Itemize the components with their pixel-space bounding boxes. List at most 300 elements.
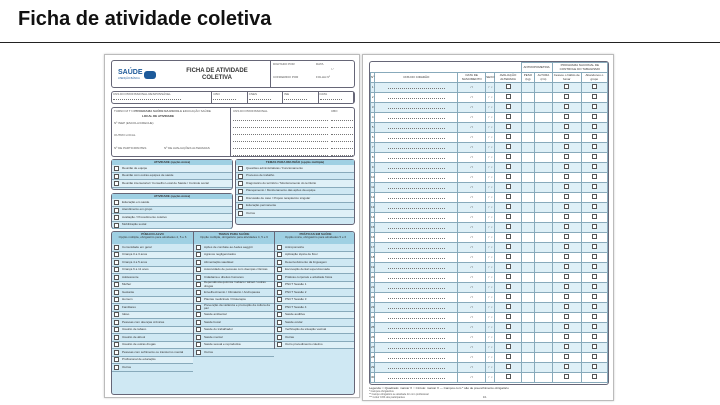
cessou-cell[interactable] bbox=[552, 273, 581, 283]
checkbox-icon[interactable] bbox=[592, 174, 597, 179]
option-row[interactable] bbox=[236, 210, 354, 218]
cns-input[interactable] bbox=[375, 133, 458, 143]
option-row[interactable] bbox=[236, 165, 354, 173]
checkbox-icon[interactable] bbox=[114, 267, 119, 272]
altura-input[interactable] bbox=[535, 143, 552, 153]
checkbox-icon[interactable] bbox=[564, 194, 569, 199]
checkbox-icon[interactable] bbox=[592, 124, 597, 129]
sex-radio[interactable]: ♂ ♀ bbox=[486, 363, 495, 373]
cns-prof-input[interactable] bbox=[233, 123, 328, 128]
prof-field[interactable] bbox=[283, 92, 318, 103]
abandonou-cell[interactable] bbox=[581, 143, 607, 153]
cessou-cell[interactable] bbox=[552, 83, 581, 93]
abandonou-cell[interactable] bbox=[581, 183, 607, 193]
altura-input[interactable] bbox=[535, 373, 552, 383]
sex-radio[interactable]: ♂ ♀ bbox=[486, 273, 495, 283]
checkbox-icon[interactable] bbox=[114, 181, 119, 186]
option-row[interactable] bbox=[194, 252, 274, 260]
checkbox-icon[interactable] bbox=[564, 254, 569, 259]
cns-input[interactable] bbox=[375, 263, 458, 273]
cns-prof-input[interactable] bbox=[233, 137, 328, 142]
cessou-cell[interactable] bbox=[552, 363, 581, 373]
checkbox-icon[interactable] bbox=[564, 304, 569, 309]
cns-input[interactable] bbox=[375, 213, 458, 223]
altura-input[interactable] bbox=[535, 343, 552, 353]
sex-radio[interactable]: ♂ ♀ bbox=[486, 373, 495, 383]
birthdate-input[interactable]: / / bbox=[458, 123, 486, 133]
birthdate-input[interactable]: / / bbox=[458, 83, 486, 93]
option-row[interactable] bbox=[275, 304, 355, 312]
altura-input[interactable] bbox=[535, 253, 552, 263]
checkbox-icon[interactable] bbox=[564, 114, 569, 119]
checkbox-icon[interactable] bbox=[506, 274, 511, 279]
birthdate-input[interactable]: / / bbox=[458, 263, 486, 273]
avaliacao-cell[interactable] bbox=[495, 123, 521, 133]
altura-input[interactable] bbox=[535, 113, 552, 123]
option-row[interactable] bbox=[112, 259, 193, 267]
birthdate-input[interactable]: / / bbox=[458, 203, 486, 213]
option-row[interactable] bbox=[236, 173, 354, 181]
abandonou-cell[interactable] bbox=[581, 333, 607, 343]
birthdate-input[interactable]: / / bbox=[458, 313, 486, 323]
sex-radio[interactable]: ♂ ♀ bbox=[486, 153, 495, 163]
checkbox-icon[interactable] bbox=[277, 327, 282, 332]
input-line[interactable] bbox=[388, 375, 445, 379]
peso-input[interactable] bbox=[521, 163, 535, 173]
checkbox-icon[interactable] bbox=[114, 335, 119, 340]
peso-input[interactable] bbox=[521, 253, 535, 263]
checkbox-icon[interactable] bbox=[196, 290, 201, 295]
sex-radio[interactable]: ♂ ♀ bbox=[486, 193, 495, 203]
avaliacao-cell[interactable] bbox=[495, 273, 521, 283]
avaliacao-cell[interactable] bbox=[495, 153, 521, 163]
abandonou-cell[interactable] bbox=[581, 103, 607, 113]
peso-input[interactable] bbox=[521, 203, 535, 213]
cns-input[interactable] bbox=[375, 363, 458, 373]
option-row[interactable] bbox=[112, 334, 193, 342]
input-line[interactable] bbox=[388, 315, 445, 319]
sex-radio[interactable]: ♂ ♀ bbox=[486, 133, 495, 143]
input-line[interactable] bbox=[388, 345, 445, 349]
cns-input[interactable] bbox=[375, 283, 458, 293]
cns-input[interactable] bbox=[375, 183, 458, 193]
option-row[interactable] bbox=[236, 188, 354, 196]
birthdate-input[interactable]: / / bbox=[458, 293, 486, 303]
option-row[interactable] bbox=[112, 349, 193, 357]
sex-radio[interactable]: ♂ ♀ bbox=[486, 143, 495, 153]
checkbox-icon[interactable] bbox=[592, 214, 597, 219]
checkbox-icon[interactable] bbox=[592, 144, 597, 149]
cessou-cell[interactable] bbox=[552, 283, 581, 293]
birthdate-input[interactable]: / / bbox=[458, 223, 486, 233]
sex-radio[interactable]: ♂ ♀ bbox=[486, 183, 495, 193]
abandonou-cell[interactable] bbox=[581, 323, 607, 333]
checkbox-icon[interactable] bbox=[277, 305, 282, 310]
checkbox-icon[interactable] bbox=[114, 260, 119, 265]
checkbox-icon[interactable] bbox=[114, 208, 119, 213]
peso-input[interactable] bbox=[521, 153, 535, 163]
altura-input[interactable] bbox=[535, 303, 552, 313]
checkbox-icon[interactable] bbox=[506, 264, 511, 269]
birthdate-input[interactable]: / / bbox=[458, 153, 486, 163]
avaliacao-cell[interactable] bbox=[495, 183, 521, 193]
birthdate-input[interactable]: / / bbox=[458, 243, 486, 253]
input-line[interactable] bbox=[388, 265, 445, 269]
checkbox-icon[interactable] bbox=[196, 297, 201, 302]
avaliacao-cell[interactable] bbox=[495, 363, 521, 373]
checkbox-icon[interactable] bbox=[277, 290, 282, 295]
birthdate-input[interactable]: / / bbox=[458, 143, 486, 153]
cbo-input[interactable] bbox=[331, 137, 353, 142]
peso-input[interactable] bbox=[521, 373, 535, 383]
cessou-cell[interactable] bbox=[552, 163, 581, 173]
option-row[interactable] bbox=[275, 342, 355, 350]
input-line[interactable] bbox=[388, 125, 445, 129]
abandonou-cell[interactable] bbox=[581, 233, 607, 243]
cessou-cell[interactable] bbox=[552, 183, 581, 193]
input-line[interactable] bbox=[388, 225, 445, 229]
option-row[interactable] bbox=[112, 357, 193, 365]
avaliacao-cell[interactable] bbox=[495, 203, 521, 213]
cessou-cell[interactable] bbox=[552, 133, 581, 143]
cbo-input[interactable] bbox=[331, 144, 353, 149]
sex-radio[interactable]: ♂ ♀ bbox=[486, 233, 495, 243]
peso-input[interactable] bbox=[521, 183, 535, 193]
checkbox-icon[interactable] bbox=[592, 224, 597, 229]
checkbox-icon[interactable] bbox=[592, 254, 597, 259]
checkbox-icon[interactable] bbox=[564, 164, 569, 169]
altura-input[interactable] bbox=[535, 273, 552, 283]
abandonou-cell[interactable] bbox=[581, 343, 607, 353]
option-row[interactable] bbox=[112, 222, 232, 230]
checkbox-icon[interactable] bbox=[506, 244, 511, 249]
input-line[interactable] bbox=[388, 175, 445, 179]
abandonou-cell[interactable] bbox=[581, 283, 607, 293]
cessou-cell[interactable] bbox=[552, 113, 581, 123]
checkbox-icon[interactable] bbox=[114, 223, 119, 228]
cessou-cell[interactable] bbox=[552, 193, 581, 203]
input-line[interactable] bbox=[388, 205, 445, 209]
checkbox-icon[interactable] bbox=[506, 234, 511, 239]
prof-field[interactable] bbox=[319, 92, 354, 103]
option-row[interactable] bbox=[275, 244, 355, 252]
avaliacao-cell[interactable] bbox=[495, 233, 521, 243]
checkbox-icon[interactable] bbox=[114, 282, 119, 287]
checkbox-icon[interactable] bbox=[506, 374, 511, 379]
checkbox-icon[interactable] bbox=[114, 166, 119, 171]
checkbox-icon[interactable] bbox=[564, 224, 569, 229]
checkbox-icon[interactable] bbox=[564, 154, 569, 159]
sex-radio[interactable]: ♂ ♀ bbox=[486, 213, 495, 223]
cns-input[interactable] bbox=[375, 303, 458, 313]
checkbox-icon[interactable] bbox=[506, 84, 511, 89]
altura-input[interactable] bbox=[535, 283, 552, 293]
checkbox-icon[interactable] bbox=[506, 124, 511, 129]
checkbox-icon[interactable] bbox=[506, 304, 511, 309]
altura-input[interactable] bbox=[535, 203, 552, 213]
altura-input[interactable] bbox=[535, 293, 552, 303]
cns-input[interactable] bbox=[375, 103, 458, 113]
input-line[interactable] bbox=[388, 155, 445, 159]
checkbox-icon[interactable] bbox=[564, 314, 569, 319]
option-row[interactable] bbox=[236, 180, 354, 188]
option-row[interactable] bbox=[112, 289, 193, 297]
avaliacao-cell[interactable] bbox=[495, 243, 521, 253]
input-line[interactable] bbox=[388, 295, 445, 299]
avaliacao-cell[interactable] bbox=[495, 323, 521, 333]
cns-input[interactable] bbox=[375, 313, 458, 323]
sex-radio[interactable]: ♂ ♀ bbox=[486, 303, 495, 313]
birthdate-input[interactable]: / / bbox=[458, 333, 486, 343]
cns-prof-input[interactable] bbox=[233, 130, 328, 135]
option-row[interactable] bbox=[112, 274, 193, 282]
abandonou-cell[interactable] bbox=[581, 223, 607, 233]
option-row[interactable] bbox=[112, 342, 193, 350]
abandonou-cell[interactable] bbox=[581, 293, 607, 303]
altura-input[interactable] bbox=[535, 213, 552, 223]
input-line[interactable] bbox=[388, 215, 445, 219]
checkbox-icon[interactable] bbox=[592, 364, 597, 369]
cns-input[interactable] bbox=[375, 83, 458, 93]
abandonou-cell[interactable] bbox=[581, 193, 607, 203]
cns-prof-input[interactable] bbox=[233, 144, 328, 149]
abandonou-cell[interactable] bbox=[581, 303, 607, 313]
checkbox-icon[interactable] bbox=[564, 234, 569, 239]
sex-radio[interactable]: ♂ ♀ bbox=[486, 203, 495, 213]
altura-input[interactable] bbox=[535, 153, 552, 163]
abandonou-cell[interactable] bbox=[581, 153, 607, 163]
birthdate-input[interactable]: / / bbox=[458, 163, 486, 173]
checkbox-icon[interactable] bbox=[277, 245, 282, 250]
avaliacao-cell[interactable] bbox=[495, 373, 521, 383]
checkbox-icon[interactable] bbox=[114, 327, 119, 332]
avaliacao-cell[interactable] bbox=[495, 143, 521, 153]
cessou-cell[interactable] bbox=[552, 253, 581, 263]
sex-radio[interactable]: ♂ ♀ bbox=[486, 343, 495, 353]
checkbox-icon[interactable] bbox=[592, 294, 597, 299]
input-line[interactable] bbox=[388, 185, 445, 189]
option-row[interactable] bbox=[194, 267, 274, 275]
checkbox-icon[interactable] bbox=[277, 260, 282, 265]
peso-input[interactable] bbox=[521, 233, 535, 243]
checkbox-icon[interactable] bbox=[196, 275, 201, 280]
sex-radio[interactable]: ♂ ♀ bbox=[486, 283, 495, 293]
checkbox-icon[interactable] bbox=[564, 124, 569, 129]
peso-input[interactable] bbox=[521, 93, 535, 103]
altura-input[interactable] bbox=[535, 243, 552, 253]
checkbox-icon[interactable] bbox=[196, 260, 201, 265]
prof-field[interactable] bbox=[212, 92, 247, 103]
sex-radio[interactable]: ♂ ♀ bbox=[486, 123, 495, 133]
checkbox-icon[interactable] bbox=[506, 104, 511, 109]
option-row[interactable] bbox=[112, 297, 193, 305]
cns-input[interactable] bbox=[375, 343, 458, 353]
avaliacao-cell[interactable] bbox=[495, 313, 521, 323]
avaliacao-cell[interactable] bbox=[495, 293, 521, 303]
checkbox-icon[interactable] bbox=[564, 174, 569, 179]
avaliacao-cell[interactable] bbox=[495, 93, 521, 103]
checkbox-icon[interactable] bbox=[592, 234, 597, 239]
abandonou-cell[interactable] bbox=[581, 363, 607, 373]
peso-input[interactable] bbox=[521, 353, 535, 363]
altura-input[interactable] bbox=[535, 223, 552, 233]
abandonou-cell[interactable] bbox=[581, 93, 607, 103]
checkbox-icon[interactable] bbox=[277, 252, 282, 257]
peso-input[interactable] bbox=[521, 193, 535, 203]
option-row[interactable] bbox=[112, 312, 193, 320]
input-line[interactable] bbox=[320, 96, 343, 100]
checkbox-icon[interactable] bbox=[564, 294, 569, 299]
input-line[interactable] bbox=[388, 255, 445, 259]
input-line[interactable] bbox=[388, 165, 445, 169]
option-row[interactable] bbox=[275, 319, 355, 327]
avaliacao-cell[interactable] bbox=[495, 193, 521, 203]
cns-input[interactable] bbox=[375, 243, 458, 253]
checkbox-icon[interactable] bbox=[564, 354, 569, 359]
peso-input[interactable] bbox=[521, 293, 535, 303]
checkbox-icon[interactable] bbox=[592, 314, 597, 319]
birthdate-input[interactable]: / / bbox=[458, 253, 486, 263]
checkbox-icon[interactable] bbox=[592, 354, 597, 359]
altura-input[interactable] bbox=[535, 263, 552, 273]
cbo-input[interactable] bbox=[331, 123, 353, 128]
checkbox-icon[interactable] bbox=[506, 364, 511, 369]
checkbox-icon[interactable] bbox=[564, 94, 569, 99]
input-line[interactable] bbox=[388, 335, 445, 339]
sex-radio[interactable]: ♂ ♀ bbox=[486, 263, 495, 273]
altura-input[interactable] bbox=[535, 123, 552, 133]
cessou-cell[interactable] bbox=[552, 203, 581, 213]
sex-radio[interactable]: ♂ ♀ bbox=[486, 223, 495, 233]
altura-input[interactable] bbox=[535, 133, 552, 143]
cns-input[interactable] bbox=[375, 373, 458, 383]
peso-input[interactable] bbox=[521, 143, 535, 153]
checkbox-icon[interactable] bbox=[564, 144, 569, 149]
input-line[interactable] bbox=[388, 105, 445, 109]
checkbox-icon[interactable] bbox=[564, 84, 569, 89]
birthdate-input[interactable]: / / bbox=[458, 213, 486, 223]
altura-input[interactable] bbox=[535, 193, 552, 203]
checkbox-icon[interactable] bbox=[114, 200, 119, 205]
checkbox-icon[interactable] bbox=[506, 214, 511, 219]
avaliacao-cell[interactable] bbox=[495, 303, 521, 313]
peso-input[interactable] bbox=[521, 363, 535, 373]
checkbox-icon[interactable] bbox=[238, 174, 243, 179]
checkbox-icon[interactable] bbox=[592, 154, 597, 159]
checkbox-icon[interactable] bbox=[277, 275, 282, 280]
cessou-cell[interactable] bbox=[552, 123, 581, 133]
altura-input[interactable] bbox=[535, 313, 552, 323]
option-row[interactable] bbox=[112, 207, 232, 215]
checkbox-icon[interactable] bbox=[564, 214, 569, 219]
input-line[interactable] bbox=[388, 325, 445, 329]
checkbox-icon[interactable] bbox=[592, 244, 597, 249]
option-row[interactable] bbox=[275, 274, 355, 282]
birthdate-input[interactable]: / / bbox=[458, 113, 486, 123]
peso-input[interactable] bbox=[521, 83, 535, 93]
cessou-cell[interactable] bbox=[552, 213, 581, 223]
cns-input[interactable] bbox=[375, 323, 458, 333]
checkbox-icon[interactable] bbox=[196, 245, 201, 250]
option-row[interactable] bbox=[194, 349, 274, 357]
option-row[interactable] bbox=[275, 282, 355, 290]
altura-input[interactable] bbox=[535, 163, 552, 173]
checkbox-icon[interactable] bbox=[592, 304, 597, 309]
checkbox-icon[interactable] bbox=[238, 181, 243, 186]
cessou-cell[interactable] bbox=[552, 233, 581, 243]
checkbox-icon[interactable] bbox=[277, 320, 282, 325]
checkbox-icon[interactable] bbox=[592, 84, 597, 89]
peso-input[interactable] bbox=[521, 173, 535, 183]
peso-input[interactable] bbox=[521, 273, 535, 283]
cns-input[interactable] bbox=[375, 293, 458, 303]
option-row[interactable] bbox=[194, 319, 274, 327]
birthdate-input[interactable]: / / bbox=[458, 283, 486, 293]
cessou-cell[interactable] bbox=[552, 323, 581, 333]
checkbox-icon[interactable] bbox=[114, 357, 119, 362]
option-row[interactable] bbox=[112, 244, 193, 252]
input-line[interactable] bbox=[388, 355, 445, 359]
cessou-cell[interactable] bbox=[552, 93, 581, 103]
checkbox-icon[interactable] bbox=[564, 364, 569, 369]
birthdate-input[interactable]: / / bbox=[458, 273, 486, 283]
checkbox-icon[interactable] bbox=[506, 354, 511, 359]
cns-prof-input[interactable] bbox=[233, 116, 328, 121]
avaliacao-cell[interactable] bbox=[495, 83, 521, 93]
checkbox-icon[interactable] bbox=[277, 335, 282, 340]
cns-input[interactable] bbox=[375, 233, 458, 243]
altura-input[interactable] bbox=[535, 323, 552, 333]
checkbox-icon[interactable] bbox=[238, 166, 243, 171]
checkbox-icon[interactable] bbox=[564, 134, 569, 139]
cns-prof-input[interactable] bbox=[233, 151, 328, 156]
checkbox-icon[interactable] bbox=[506, 144, 511, 149]
checkbox-icon[interactable] bbox=[564, 264, 569, 269]
checkbox-icon[interactable] bbox=[592, 114, 597, 119]
checkbox-icon[interactable] bbox=[196, 282, 201, 287]
option-row[interactable] bbox=[112, 327, 193, 335]
altura-input[interactable] bbox=[535, 353, 552, 363]
checkbox-icon[interactable] bbox=[196, 342, 201, 347]
checkbox-icon[interactable] bbox=[196, 305, 201, 310]
abandonou-cell[interactable] bbox=[581, 213, 607, 223]
checkbox-icon[interactable] bbox=[592, 194, 597, 199]
cns-input[interactable] bbox=[375, 153, 458, 163]
cessou-cell[interactable] bbox=[552, 373, 581, 383]
peso-input[interactable] bbox=[521, 283, 535, 293]
checkbox-icon[interactable] bbox=[506, 174, 511, 179]
option-row[interactable] bbox=[275, 267, 355, 275]
birthdate-input[interactable]: / / bbox=[458, 173, 486, 183]
abandonou-cell[interactable] bbox=[581, 243, 607, 253]
option-row[interactable] bbox=[112, 252, 193, 260]
avaliacao-cell[interactable] bbox=[495, 283, 521, 293]
sex-radio[interactable]: ♂ ♀ bbox=[486, 173, 495, 183]
input-line[interactable] bbox=[388, 305, 445, 309]
altura-input[interactable] bbox=[535, 93, 552, 103]
checkbox-icon[interactable] bbox=[592, 284, 597, 289]
birthdate-input[interactable]: / / bbox=[458, 343, 486, 353]
option-row[interactable] bbox=[112, 173, 232, 181]
option-row[interactable] bbox=[112, 214, 232, 222]
checkbox-icon[interactable] bbox=[114, 305, 119, 310]
abandonou-cell[interactable] bbox=[581, 123, 607, 133]
checkbox-icon[interactable] bbox=[277, 282, 282, 287]
abandonou-cell[interactable] bbox=[581, 313, 607, 323]
checkbox-icon[interactable] bbox=[114, 342, 119, 347]
abandonou-cell[interactable] bbox=[581, 373, 607, 383]
checkbox-icon[interactable] bbox=[506, 224, 511, 229]
